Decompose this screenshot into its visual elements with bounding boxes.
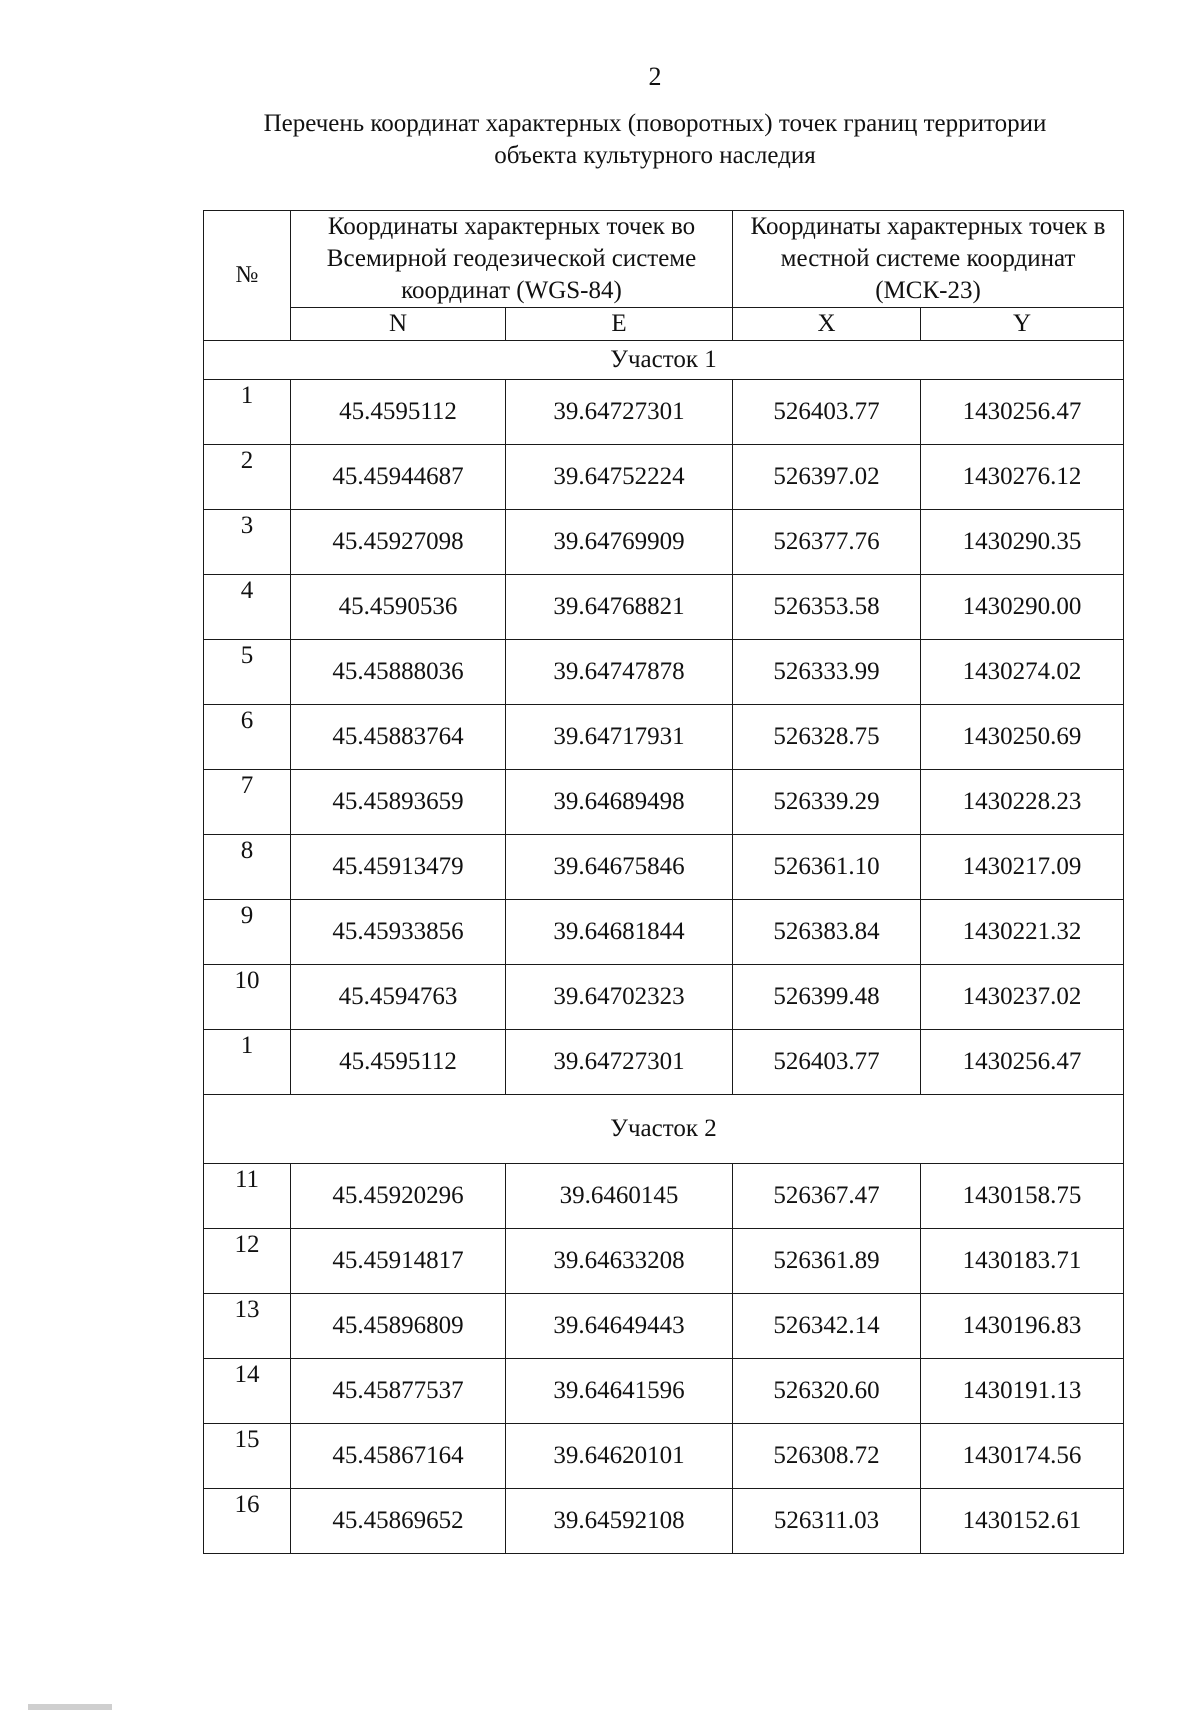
table-row [204,575,1124,640]
cell-coordinate-x: 526361.10 [733,835,921,900]
cell-coordinate-y: 1430191.13 [921,1359,1124,1424]
table-row [204,1294,1124,1359]
cell-longitude-e: 39.64681844 [506,900,733,965]
cell-point-number: 3 [204,510,291,575]
cell-latitude-n: 45.45883764 [291,705,506,770]
cell-coordinate-y: 1430217.09 [921,835,1124,900]
cell-point-number: 15 [204,1424,291,1489]
cell-longitude-e: 39.64620101 [506,1424,733,1489]
cell-coordinate-y: 1430228.23 [921,770,1124,835]
cell-latitude-n: 45.45888036 [291,640,506,705]
cell-longitude-e: 39.64689498 [506,770,733,835]
cell-latitude-n: 45.45877537 [291,1359,506,1424]
header-wgs84-group: Координаты характерных точек во Всемирной геодезической системе координат (WGS-84) [291,211,733,308]
table-row [204,770,1124,835]
cell-point-number: 10 [204,965,291,1030]
cell-point-number: 8 [204,835,291,900]
header-col-y: Y [921,308,1124,341]
header-col-e: E [506,308,733,341]
cell-longitude-e: 39.64592108 [506,1489,733,1554]
cell-latitude-n: 45.45944687 [291,445,506,510]
cell-latitude-n: 45.45913479 [291,835,506,900]
cell-latitude-n: 45.45920296 [291,1164,506,1229]
section-label: Участок 1 [204,341,1124,380]
table-row [204,640,1124,705]
cell-latitude-n: 45.4595112 [291,380,506,445]
table-row [204,965,1124,1030]
cell-coordinate-x: 526311.03 [733,1489,921,1554]
table-row [204,900,1124,965]
cell-coordinate-x: 526308.72 [733,1424,921,1489]
cell-coordinate-x: 526403.77 [733,1030,921,1095]
cell-longitude-e: 39.64727301 [506,380,733,445]
cell-longitude-e: 39.64768821 [506,575,733,640]
section-row [204,1095,1124,1164]
title-line-2: объекта культурного наследия [494,142,816,169]
cell-latitude-n: 45.45869652 [291,1489,506,1554]
table-row [204,510,1124,575]
cell-coordinate-x: 526403.77 [733,380,921,445]
cell-coordinate-x: 526328.75 [733,705,921,770]
cell-coordinate-y: 1430152.61 [921,1489,1124,1554]
cell-coordinate-y: 1430237.02 [921,965,1124,1030]
cell-longitude-e: 39.64649443 [506,1294,733,1359]
cell-point-number: 1 [204,380,291,445]
cell-coordinate-y: 1430256.47 [921,380,1124,445]
cell-point-number: 12 [204,1229,291,1294]
cell-longitude-e: 39.64633208 [506,1229,733,1294]
cell-coordinate-y: 1430290.00 [921,575,1124,640]
cell-coordinate-y: 1430274.02 [921,640,1124,705]
section-label: Участок 2 [204,1095,1124,1164]
cell-latitude-n: 45.45927098 [291,510,506,575]
cell-coordinate-x: 526320.60 [733,1359,921,1424]
table-header [204,211,1124,341]
header-number: № [204,211,291,341]
cell-coordinate-y: 1430276.12 [921,445,1124,510]
table-row [204,1229,1124,1294]
coordinates-table [203,210,1124,1554]
cell-latitude-n: 45.45867164 [291,1424,506,1489]
cell-coordinate-y: 1430183.71 [921,1229,1124,1294]
title-line-1: Перечень координат характерных (поворотных) точек границ территории [263,110,1047,137]
cell-latitude-n: 45.4595112 [291,1030,506,1095]
table-row [204,835,1124,900]
table-row [204,1164,1124,1229]
cell-coordinate-x: 526333.99 [733,640,921,705]
cell-latitude-n: 45.4594763 [291,965,506,1030]
table-row [204,1030,1124,1095]
header-col-x: X [733,308,921,341]
cell-latitude-n: 45.45914817 [291,1229,506,1294]
cell-longitude-e: 39.64727301 [506,1030,733,1095]
cell-point-number: 16 [204,1489,291,1554]
cell-longitude-e: 39.64747878 [506,640,733,705]
table-body [204,341,1124,1554]
cell-latitude-n: 45.45896809 [291,1294,506,1359]
cell-point-number: 5 [204,640,291,705]
cell-point-number: 4 [204,575,291,640]
cell-point-number: 9 [204,900,291,965]
cell-coordinate-y: 1430158.75 [921,1164,1124,1229]
cell-point-number: 2 [204,445,291,510]
scan-edge-mark [28,1704,112,1710]
cell-point-number: 1 [204,1030,291,1095]
cell-coordinate-y: 1430256.47 [921,1030,1124,1095]
cell-point-number: 7 [204,770,291,835]
cell-coordinate-y: 1430221.32 [921,900,1124,965]
section-row [204,341,1124,380]
table-row [204,445,1124,510]
cell-point-number: 13 [204,1294,291,1359]
cell-coordinate-x: 526377.76 [733,510,921,575]
cell-coordinate-x: 526353.58 [733,575,921,640]
cell-coordinate-x: 526399.48 [733,965,921,1030]
cell-longitude-e: 39.64717931 [506,705,733,770]
cell-latitude-n: 45.45933856 [291,900,506,965]
table-row [204,705,1124,770]
cell-point-number: 14 [204,1359,291,1424]
cell-coordinate-x: 526367.47 [733,1164,921,1229]
document-title [190,108,1120,172]
cell-longitude-e: 39.64675846 [506,835,733,900]
cell-longitude-e: 39.64769909 [506,510,733,575]
cell-point-number: 6 [204,705,291,770]
cell-longitude-e: 39.64641596 [506,1359,733,1424]
page-number: 2 [648,62,662,91]
cell-latitude-n: 45.45893659 [291,770,506,835]
cell-longitude-e: 39.64702323 [506,965,733,1030]
cell-coordinate-x: 526383.84 [733,900,921,965]
cell-coordinate-x: 526361.89 [733,1229,921,1294]
table-row [204,380,1124,445]
cell-coordinate-x: 526342.14 [733,1294,921,1359]
cell-coordinate-y: 1430196.83 [921,1294,1124,1359]
header-col-n: N [291,308,506,341]
cell-latitude-n: 45.4590536 [291,575,506,640]
cell-coordinate-y: 1430174.56 [921,1424,1124,1489]
cell-coordinate-y: 1430290.35 [921,510,1124,575]
cell-longitude-e: 39.64752224 [506,445,733,510]
header-msk23-group: Координаты характерных точек в местной системе координат (МСК-23) [733,211,1124,308]
cell-coordinate-y: 1430250.69 [921,705,1124,770]
cell-coordinate-x: 526397.02 [733,445,921,510]
cell-point-number: 11 [204,1164,291,1229]
table-row [204,1359,1124,1424]
table-row [204,1489,1124,1554]
cell-longitude-e: 39.6460145 [506,1164,733,1229]
table-row [204,1424,1124,1489]
cell-coordinate-x: 526339.29 [733,770,921,835]
